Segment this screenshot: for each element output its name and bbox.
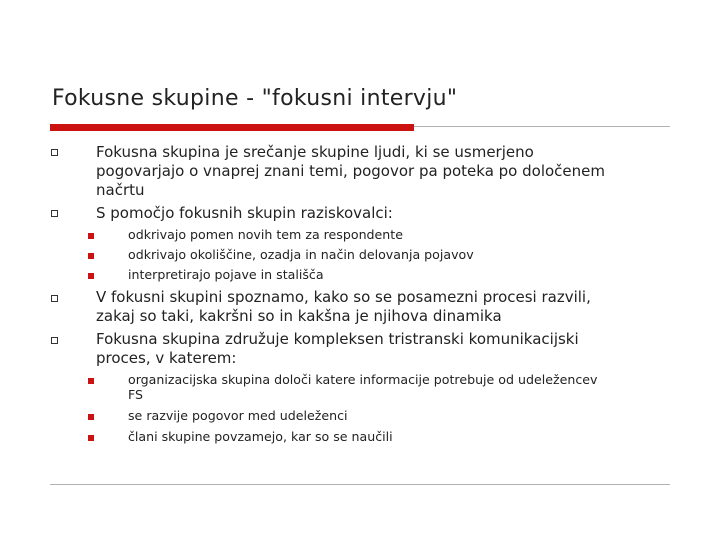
footer-divider — [50, 484, 670, 485]
sub-bullet-4-2: se razvije pogovor med udeleženci — [128, 408, 348, 423]
bullet-item-2-line-1: S pomočjo fokusnih skupin raziskovalci: — [96, 204, 393, 222]
bullet-item-4-line-1: Fokusna skupina združuje kompleksen tristranski komunikacijski — [96, 330, 579, 348]
sub-bullet-4-1-line-2: FS — [128, 387, 144, 402]
sub-bullet-2-1: odkrivajo pomen novih tem za respondente — [128, 227, 403, 242]
sub-bullet-2-3: interpretirajo pojave in stališča — [128, 267, 324, 282]
hollow-square-bullet-icon — [51, 337, 58, 344]
filled-square-bullet-icon — [88, 378, 94, 384]
bullet-item-3-line-1: V fokusni skupini spoznamo, kako so se posamezni procesi razvili, — [96, 288, 591, 306]
bullet-item-3-line-2: zakaj so taki, kakršni so in kakšna je njihova dinamika — [96, 307, 502, 325]
hollow-square-bullet-icon — [51, 295, 58, 302]
bullet-item-1-line-3: načrtu — [96, 181, 145, 199]
hollow-square-bullet-icon — [51, 149, 58, 156]
filled-square-bullet-icon — [88, 233, 94, 239]
filled-square-bullet-icon — [88, 414, 94, 420]
bullet-item-4-line-2: proces, v katerem: — [96, 349, 237, 367]
filled-square-bullet-icon — [88, 435, 94, 441]
sub-bullet-4-1-line-1: organizacijska skupina določi katere informacije potrebuje od udeležencev — [128, 372, 598, 387]
slide-title: Fokusne skupine - "fokusni intervju" — [52, 86, 458, 111]
sub-bullet-2-2: odkrivajo okoliščine, ozadja in način delovanja pojavov — [128, 247, 474, 262]
title-accent-bar — [50, 124, 414, 131]
filled-square-bullet-icon — [88, 273, 94, 279]
bullet-item-1-line-2: pogovarjajo o vnaprej znani temi, pogovor pa poteka po določenem — [96, 162, 605, 180]
filled-square-bullet-icon — [88, 253, 94, 259]
bullet-item-1-line-1: Fokusna skupina je srečanje skupine ljudi, ki se usmerjeno — [96, 143, 534, 161]
hollow-square-bullet-icon — [51, 210, 58, 217]
sub-bullet-4-3: člani skupine povzamejo, kar so se naučili — [128, 429, 393, 444]
